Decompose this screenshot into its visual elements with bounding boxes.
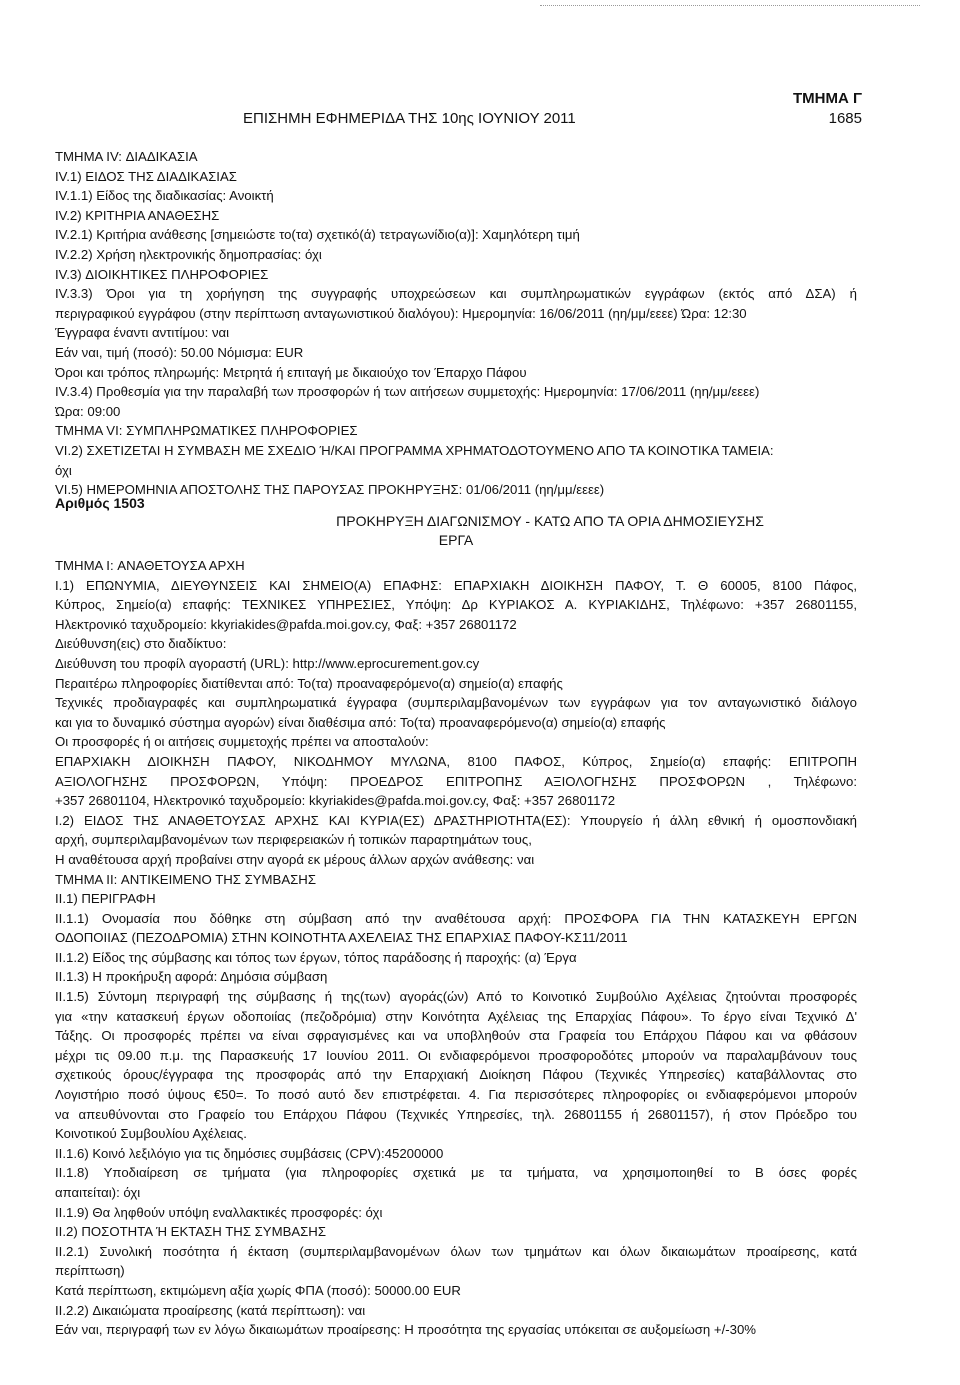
text-line: Λογιστήριο ποσό ύψους €50=. Το ποσό αυτό δεν επιστρέφεται. 4. Για περισσότερες πληροφορίες οι ενδιαφερόμενοι μπορούν xyxy=(55,1087,857,1103)
text-line: Κατά περίπτωση, εκτιμώμενη αξία χωρίς ΦΠΑ (ποσό): 50000.00 EUR xyxy=(55,1282,461,1298)
text-line: +357 26801104, Ηλεκτρονικό ταχυδρομείο: kkyriakides@pafda.moi.gov.cy, Φαξ: +357 26801172 xyxy=(55,793,616,809)
text-line: ΟΔΟΠΟΙΙΑΣ (ΠΕΖΟΔΡΟΜΙΑ) ΣΤΗΝ ΚΟΙΝΟΤΗΤΑ ΑΧΕΛΕΙΑΣ ΤΗΣ ΕΠΑΡΧΙΑΣ ΠΑΦΟΥ-ΚΣ11/2011 xyxy=(55,930,628,946)
text-line: IV.3) ΔΙΟΙΚΗΤΙΚΕΣ ΠΛΗΡΟΦΟΡΙΕΣ xyxy=(55,266,269,282)
text-line: I.2) ΕΙΔΟΣ ΤΗΣ ΑΝΑΘΕΤΟΥΣΑΣ ΑΡΧΗΣ ΚΑΙ ΚΥΡΙΑ(ΕΣ) ΔΡΑΣΤΗΡΙΟΤΗΤΑ(ΕΣ): Υπουργείο ή άλλη εθνική ή ομοσπονδιακή xyxy=(55,812,857,828)
text-line: ΑΞΙΟΛΟΓΗΣΗΣ ΠΡΟΣΦΟΡΩΝ, Υπόψη: ΠΡΟΕΔΡΟΣ ΕΠΙΤΡΟΠΗΣ ΑΞΙΟΛΟΓΗΣΗΣ ΠΡΟΣΦΟΡΩΝ , Τηλέφωνο: xyxy=(55,773,857,789)
text-line: IV.1.1) Είδος της διαδικασίας: Ανοικτή xyxy=(55,188,274,204)
text-line: II.1.3) Η προκήρυξη αφορά: Δημόσια σύμβαση xyxy=(55,969,328,985)
text-line: Διεύθυνση του προφίλ αγοραστή (URL): http://www.eprocurement.gov.cy xyxy=(55,655,480,671)
text-line: Εάν ναι, περιγραφή των εν λόγω δικαιωμάτων προαίρεσης: Η προσότητα της εργασίας υπόκειται σε αυξομείωση +/-30% xyxy=(55,1322,757,1338)
text-line: Διεύθυνση(εις) στο διαδίκτυο: xyxy=(55,636,227,652)
text-line: IV.2.1) Κριτήρια ανάθεσης [σημειώστε το(τα) σχετικό(ά) τετραγωνίδιο(α)]: Χαμηλότερη τιμή xyxy=(55,227,580,243)
text-line: IV.3.4) Προθεσμία για την παραλαβή των προσφορών ή των αιτήσεων συμμετοχής: Ημερομηνία: 17/06/2011 (ηη/μμ/εεεε) xyxy=(55,384,760,400)
text-line: ΤΜΗΜΑ I: ΑΝΑΘΕΤΟΥΣΑ ΑΡΧΗ xyxy=(55,558,245,573)
text-line: μέχρι τις 09.00 π.μ. της Παρασκευής 17 Ιουνίου 2011. Οι ενδιαφερόμενοι προσφοροδότες μπορούν να παραλαμβάνουν τους xyxy=(55,1047,857,1063)
text-line: να απευθύνονται στο Γραφείο του Επάρχου Πάφου (Τεχνικές Υπηρεσίες, τηλ. 26801155 ή 26801157), ή στον Πρόεδρο του xyxy=(55,1106,857,1122)
text-line: σχετικούς όρους/έγγραφα της προσφοράς από την Επαρχιακή Διοίκηση Πάφου (Τεχνικές Υπηρεσίες) καταβάλλοντας στο xyxy=(55,1067,857,1083)
text-line: Κύπρος, Σημείο(α) επαφής: ΤΕΧΝΙΚΕΣ ΥΠΗΡΕΣΙΕΣ, Υπόψη: Δρ ΚΥΡΙΑΚΟΣ Α. ΚΥΡΙΑΚΙΔΗΣ, Τηλέφωνο: +357 26801155, xyxy=(55,597,857,613)
text-line: II.2.1) Συνολική ποσότητα ή έκταση (συμπεριλαμβανομένων όλων των τμημάτων και όλων δικαιωμάτων προαίρεσης, κατά xyxy=(55,1243,857,1259)
text-line: I.1) ΕΠΩΝΥΜΙΑ, ΔΙΕΥΘΥΝΣΕΙΣ ΚΑΙ ΣΗΜΕΙΟ(Α) ΕΠΑΦΗΣ: ΕΠΑΡΧΙΑΚΗ ΔΙΟΙΚΗΣΗ ΠΑΦΟΥ, Τ. Θ 60005, 8100 Πάφος, xyxy=(55,577,857,593)
text-line: Τάξης. Οι προσφορές πρέπει να είναι σφραγισμένες και να υποβληθούν στα Γραφεία του Επάρχου Πάφου και να φθάσουν xyxy=(55,1028,857,1044)
scan-artifact-rule xyxy=(540,5,920,7)
text-line: Η αναθέτουσα αρχή προβαίνει στην αγορά εκ μέρους άλλων αρχών ανάθεσης: ναι xyxy=(55,851,535,867)
text-line: II.1.5) Σύντομη περιγραφή της σύμβασης ή της(των) αγοράς(ών) Από το Κοινοτικό Συμβούλιο Αχέλειας ζητούνται προσφορές xyxy=(55,989,857,1005)
text-line: Κοινοτικού Συμβουλίου Αχέλειας. xyxy=(55,1126,247,1142)
text-line: ΤΜΗΜΑ II: ΑΝΤΙΚΕΙΜΕΝΟ ΤΗΣ ΣΥΜΒΑΣΗΣ xyxy=(55,871,316,887)
text-line: Ηλεκτρονικό ταχυδρομείο: kkyriakides@pafda.moi.gov.cy, Φαξ: +357 26801172 xyxy=(55,616,517,632)
text-line: II.1.8) Υποδιαίρεση σε τμήματα (για πληροφορίες σχετικά με τα τμήματα, να χρησιμοποιηθεί το Β όσες φορές xyxy=(55,1165,857,1181)
text-line: ΤΜΗΜΑ VI: ΣΥΜΠΛΗΡΩΜΑΤΙΚΕΣ ΠΛΗΡΟΦΟΡΙΕΣ xyxy=(55,423,358,439)
text-line: περιγραφικού εγγράφου (στην περίπτωση ανταγωνιστικού διαλόγου): Ημερομηνία: 16/06/2011 (ηη/μμ/εεεε) Ώρα: 12:30 xyxy=(55,305,747,321)
text-line: Έγγραφα έναντι αντιτίμου: ναι xyxy=(55,325,230,341)
text-line: II.2.2) Δικαιώματα προαίρεσης (κατά περίπτωση): ναι xyxy=(55,1302,366,1318)
notice-title-line2: ΕΡΓΑ xyxy=(438,532,474,548)
text-line: IV.1) ΕΙΔΟΣ ΤΗΣ ΔΙΑΔΙΚΑΣΙΑΣ xyxy=(55,168,237,184)
text-line: Τεχνικές προδιαγραφές και συμπληρωματικά έγγραφα (συμπεριλαμβανομένων των εγγράφων για τον ανταγωνιστικό διάλογο xyxy=(55,695,857,711)
section-label: ΤΜΗΜΑ Γ xyxy=(792,90,862,107)
text-line: II.1.1) Ονομασία που δόθηκε στη σύμβαση από την αναθέτουσα αρχή: ΠΡΟΣΦΟΡΑ ΓΙΑ ΤΗΝ ΚΑΤΑΣΚΕΥΗ ΕΡΓΩΝ xyxy=(55,910,857,926)
gazette-title: ΕΠΙΣΗΜΗ ΕΦΗΜΕΡΙΔΑ ΤΗΣ 10ης ΙΟΥΝΙΟΥ 2011 xyxy=(243,110,576,127)
text-line: Εάν ναι, τιμή (ποσό): 50.00 Νόμισμα: EUR xyxy=(55,344,304,360)
text-line: ΕΠΑΡΧΙΑΚΗ ΔΙΟΙΚΗΣΗ ΠΑΦΟΥ, ΝΙΚΟΔΗΜΟΥ ΜΥΛΩΝΑ, 8100 ΠΑΦΟΣ, Κύπρος, Σημείο(α) επαφής: ΕΠΙΤΡΟΠΗ xyxy=(55,753,857,769)
text-line: VI.5) ΗΜΕΡΟΜΗΝΙΑ ΑΠΟΣΤΟΛΗΣ ΤΗΣ ΠΑΡΟΥΣΑΣ ΠΡΟΚΗΡΥΞΗΣ: 01/06/2011 (ηη/μμ/εεεε) xyxy=(55,482,605,498)
text-line: II.1) ΠΕΡΙΓΡΑΦΗ xyxy=(55,891,156,907)
text-line: IV.3.3) Όροι για τη χορήγηση της συγγραφής υποχρεώσεων και συμπληρωματικών εγγράφων (εκτός από ΔΣΑ) ή xyxy=(55,286,857,302)
notice-title: ΠΡΟΚΗΡΥΞΗ ΔΙΑΓΩΝΙΣΜΟΥ - ΚΑΤΩ ΑΠΟ ΤΑ ΟΡΙΑ ΔΗΜΟΣΙΕΥΣΗΣ xyxy=(336,513,764,529)
page-number: 1685 xyxy=(828,110,862,127)
text-line: II.1.6) Κοινό λεξιλόγιο για τις δημόσιες συμβάσεις (CPV):45200000 xyxy=(55,1145,444,1161)
notice-body xyxy=(55,556,857,1340)
text-line: ΤΜΗΜΑ IV: ΔΙΑΔΙΚΑΣΙΑ xyxy=(55,149,198,164)
text-line: Όροι και τρόπος πληρωμής: Μετρητά ή επιταγή με δικαιούχο τον Έπαρχο Πάφου xyxy=(55,364,527,380)
text-line: II.2) ΠΟΣΟΤΗΤΑ Ή ΕΚΤΑΣΗ ΤΗΣ ΣΥΜΒΑΣΗΣ xyxy=(55,1224,326,1240)
text-line: IV.2.2) Χρήση ηλεκτρονικής δημοπρασίας: όχι xyxy=(55,246,322,262)
text-line: αρχή, συμπεριλαμβανομένων των περιφερειακών ή τοπικών παραρτημάτων τους, xyxy=(55,832,532,848)
page-header xyxy=(0,0,960,130)
text-line: όχι xyxy=(55,462,72,478)
text-line: VI.2) ΣΧΕΤΙΖΕΤΑΙ Η ΣΥΜΒΑΣΗ ΜΕ ΣΧΕΔΙΟ Ή/ΚΑΙ ΠΡΟΓΡΑΜΜΑ ΧΡΗΜΑΤΟΔΟΤΟΥΜΕΝΟ ΑΠΟ ΤΑ ΚΟΙΝΟΤΙΚΑ ΤΑΜΕΙΑ: xyxy=(55,442,774,458)
text-line: Οι προσφορές ή οι αιτήσεις συμμετοχής πρέπει να αποσταλούν: xyxy=(55,734,429,750)
text-line: απαιτείται): όχι xyxy=(55,1185,141,1200)
text-line: II.1.9) Θα ληφθούν υπόψη εναλλακτικές προσφορές: όχι xyxy=(55,1204,383,1220)
text-line: Περαιτέρω πληροφορίες διατίθενται από: Το(τα) προαναφερόμενο(α) σημείο(α) επαφής xyxy=(55,675,563,691)
notice-number: Αριθμός 1503 xyxy=(55,495,145,511)
procedure-section xyxy=(55,147,857,500)
text-line: περίπτωση) xyxy=(55,1263,125,1279)
text-line: Ώρα: 09:00 xyxy=(55,403,121,419)
text-line: II.1.2) Είδος της σύμβασης και τόπος των έργων, τόπος παράδοσης ή παροχής: (α) Έργα xyxy=(55,949,577,965)
text-line: IV.2) ΚΡΙΤΗΡΙΑ ΑΝΑΘΕΣΗΣ xyxy=(55,207,220,223)
text-line: και για το δυναμικό σύστημα αγορών) είναι διαθέσιμα από: Το(τα) προαναφερόμενο(α) σημείο(α) επαφής xyxy=(55,714,666,730)
text-line: για «την κατασκευή έργων οδοποιίας (πεζοδρόμια) στην Κοινότητα Αχέλειας της Επαρχίας Πάφου». Το έργο είναι Τεχνικό Δ' xyxy=(55,1008,857,1024)
